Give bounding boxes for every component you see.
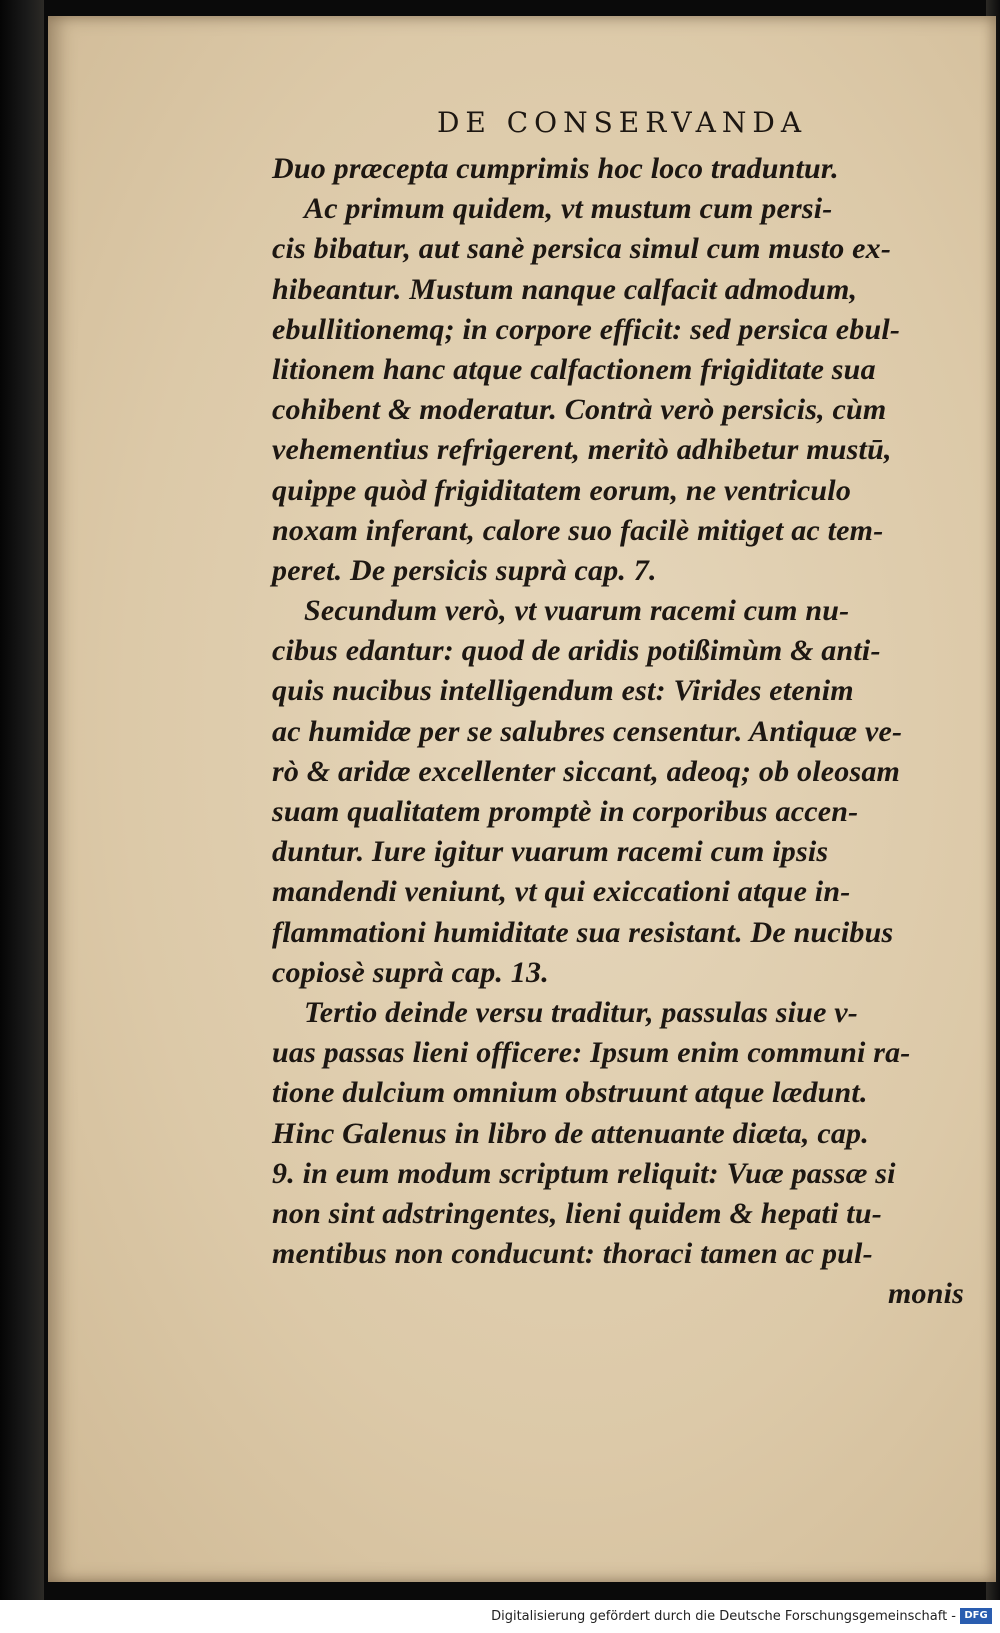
text-line: quis nucibus intelligendum est: Virides etenim xyxy=(272,674,854,708)
text-line: noxam inferant, calore suo facilè mitiget ac tem- xyxy=(272,513,884,547)
text-line: cibus edantur: quod de aridis potißimùm & anti- xyxy=(272,634,881,668)
text-line: Hinc Galenus in libro de attenuante diæta, cap. xyxy=(272,1116,869,1150)
catchword: monis xyxy=(887,1277,964,1311)
text-line: duntur. Iure igitur vuarum racemi cum ipsis xyxy=(272,835,829,869)
text-line: non sint adstringentes, lieni quidem & hepati tu- xyxy=(272,1196,882,1230)
text-line: peret. De persicis suprà cap. 7. xyxy=(272,553,657,587)
text-line: Secundum verò, vt vuarum racemi cum nu- xyxy=(304,594,850,628)
text-line: vehementius refrigerent, meritò adhibetur mustū, xyxy=(272,433,892,467)
text-line: Ac primum quidem, vt mustum cum persi- xyxy=(304,192,833,226)
text-line: hibeantur. Mustum nanque calfacit admodum, xyxy=(272,272,858,306)
footer-bar xyxy=(0,1600,1000,1633)
text-line: tione dulcium omnium obstruunt atque lædunt. xyxy=(272,1076,868,1110)
footer-funding-text: Digitalisierung gefördert durch die Deutsche Forschungsgemeinschaft - xyxy=(491,1609,956,1624)
text-line: mentibus non conducunt: thoraci tamen ac pul- xyxy=(272,1237,873,1271)
text-line: quippe quòd frigiditatem eorum, ne ventriculo xyxy=(272,473,852,507)
running-head: DE CONSERVANDA xyxy=(436,106,808,139)
book-binding-left xyxy=(0,0,44,1600)
text-line: ebullitionemq; in corpore efficit: sed persica ebul- xyxy=(272,312,901,346)
text-line: cohibent & moderatur. Contrà verò persicis, cùm xyxy=(272,393,887,427)
text-line: flammationi humiditate sua resistant. De nucibus xyxy=(272,915,894,949)
text-line: ac humidæ per se salubres censentur. Antiquæ ve- xyxy=(272,714,903,748)
text-line: Duo præcepta cumprimis hoc loco traduntur. xyxy=(272,152,839,185)
text-line: uas passas lieni officere: Ipsum enim communi ra- xyxy=(272,1036,911,1070)
page-text xyxy=(272,90,972,1314)
text-line: mandendi veniunt, vt qui exiccationi atque in- xyxy=(272,875,851,909)
text-line: suam qualitatem promptè in corporibus accen- xyxy=(272,795,859,828)
text-line: 9. in eum modum scriptum reliquit: Vuæ passæ si xyxy=(272,1156,896,1190)
text-line: rò & aridæ excellenter siccant, adeoq; ob oleosam xyxy=(272,754,901,788)
dfg-logo-icon: DFG xyxy=(960,1608,992,1624)
text-line: litionem hanc atque calfactionem frigiditate sua xyxy=(272,352,876,386)
text-line: copiosè suprà cap. 13. xyxy=(272,955,549,989)
book-page xyxy=(48,16,996,1582)
text-line: Tertio deinde versu traditur, passulas siue v- xyxy=(304,995,858,1029)
text-line: cis bibatur, aut sanè persica simul cum musto ex- xyxy=(272,232,892,266)
